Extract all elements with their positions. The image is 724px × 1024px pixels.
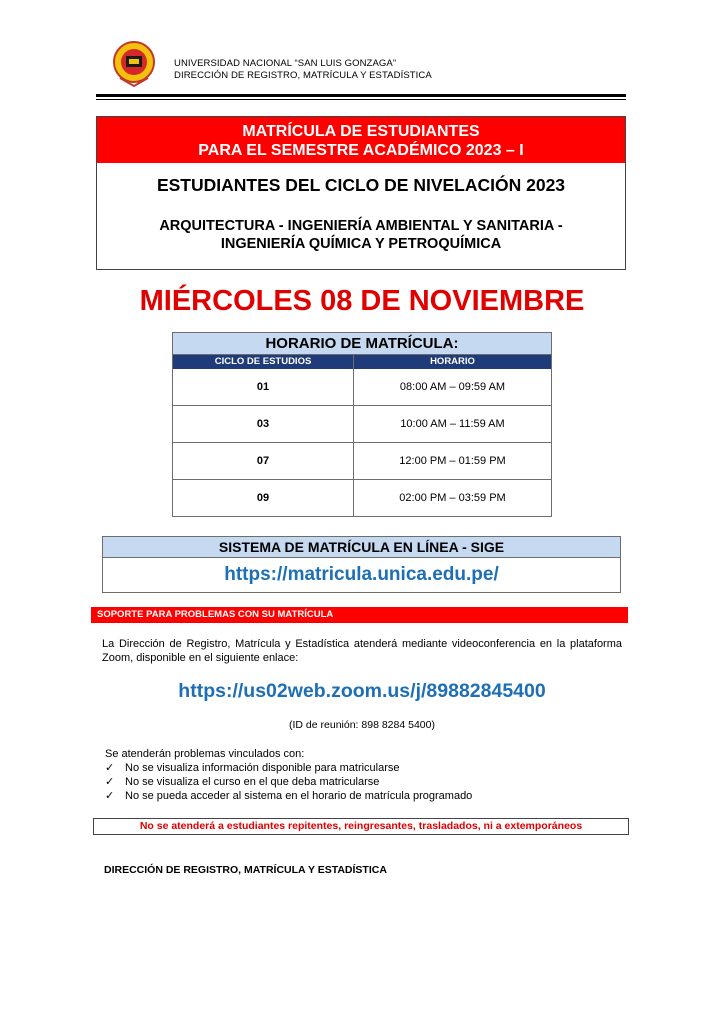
programs-line-2: INGENIERÍA QUÍMICA Y PETROQUÍMICA	[220, 236, 502, 252]
footer-signature: DIRECCIÓN DE REGISTRO, MATRÍCULA Y ESTADÍSTICA	[104, 864, 387, 876]
table-row	[173, 442, 551, 479]
header-horario: HORARIO	[430, 356, 475, 367]
horario-cell: 12:00 PM – 01:59 PM	[399, 455, 506, 467]
checkmark-icon: ✓	[105, 762, 115, 774]
table-row	[173, 369, 551, 405]
issue-text: No se visualiza el curso en el que deba matricularse	[125, 776, 380, 788]
table-row	[173, 405, 551, 442]
header-divider-thin	[96, 99, 626, 100]
warning-notice: No se atenderá a estudiantes repitentes, reingresantes, trasladados, ni a extemporáneos	[93, 818, 629, 835]
list-item	[105, 761, 472, 775]
header-text	[174, 58, 432, 82]
ciclo-cell: 07	[173, 443, 354, 479]
horario-cell: 02:00 PM – 03:59 PM	[399, 492, 506, 504]
sige-box	[102, 536, 621, 593]
ciclo-cell: 03	[173, 406, 354, 442]
checkmark-icon: ✓	[105, 776, 115, 788]
programs	[97, 217, 625, 253]
ciclo-cell: 01	[173, 369, 354, 405]
ciclo-cell: 09	[173, 480, 354, 516]
department-name: DIRECCIÓN DE REGISTRO, MATRÍCULA Y ESTADÍSTICA	[174, 70, 432, 81]
university-seal-icon	[112, 40, 156, 88]
university-name: UNIVERSIDAD NACIONAL “SAN LUIS GONZAGA”	[174, 58, 397, 69]
header-divider	[96, 94, 626, 97]
issues-list	[105, 747, 472, 803]
enrollment-date: MIÉRCOLES 08 DE NOVIEMBRE	[139, 285, 585, 317]
title-line-1: MATRÍCULA DE ESTUDIANTES	[242, 123, 480, 140]
title-line-2: PARA EL SEMESTRE ACADÉMICO 2023 – I	[198, 142, 524, 159]
support-description: La Dirección de Registro, Matrícula y Estadística atenderá mediante videoconferencia en la plataforma Zoom, disponible en el siguiente enlace:	[102, 638, 622, 664]
issue-text: No se pueda acceder al sistema en el horario de matrícula programado	[125, 790, 473, 802]
support-banner: SOPORTE PARA PROBLEMAS CON SU MATRÍCULA	[91, 607, 628, 623]
title-main: ESTUDIANTES DEL CICLO DE NIVELACIÓN 2023	[156, 175, 566, 195]
zoom-link[interactable]: https://us02web.zoom.us/j/89882845400	[178, 680, 546, 702]
schedule-header-row	[173, 355, 551, 369]
issue-text: No se visualiza información disponible para matricularse	[125, 762, 400, 774]
checkmark-icon: ✓	[105, 790, 115, 802]
sige-title: SISTEMA DE MATRÍCULA EN LÍNEA - SIGE	[103, 537, 620, 558]
programs-line-1: ARQUITECTURA - INGENIERÍA AMBIENTAL Y SANITARIA -	[159, 218, 563, 234]
sige-link[interactable]: https://matricula.unica.edu.pe/	[224, 564, 499, 585]
horario-cell: 10:00 AM – 11:59 AM	[400, 418, 505, 430]
issues-intro: Se atenderán problemas vinculados con:	[105, 748, 305, 760]
header-ciclo: CICLO DE ESTUDIOS	[173, 355, 354, 369]
title-banner	[97, 117, 625, 163]
list-item	[105, 775, 472, 789]
meeting-id: (ID de reunión: 898 8284 5400)	[289, 719, 435, 731]
horario-cell: 08:00 AM – 09:59 AM	[399, 381, 506, 393]
schedule-table	[172, 332, 552, 517]
schedule-title: HORARIO DE MATRÍCULA:	[173, 333, 551, 355]
title-box	[96, 116, 626, 270]
schedule-body	[173, 369, 551, 516]
list-item	[105, 789, 472, 803]
table-row	[173, 479, 551, 516]
